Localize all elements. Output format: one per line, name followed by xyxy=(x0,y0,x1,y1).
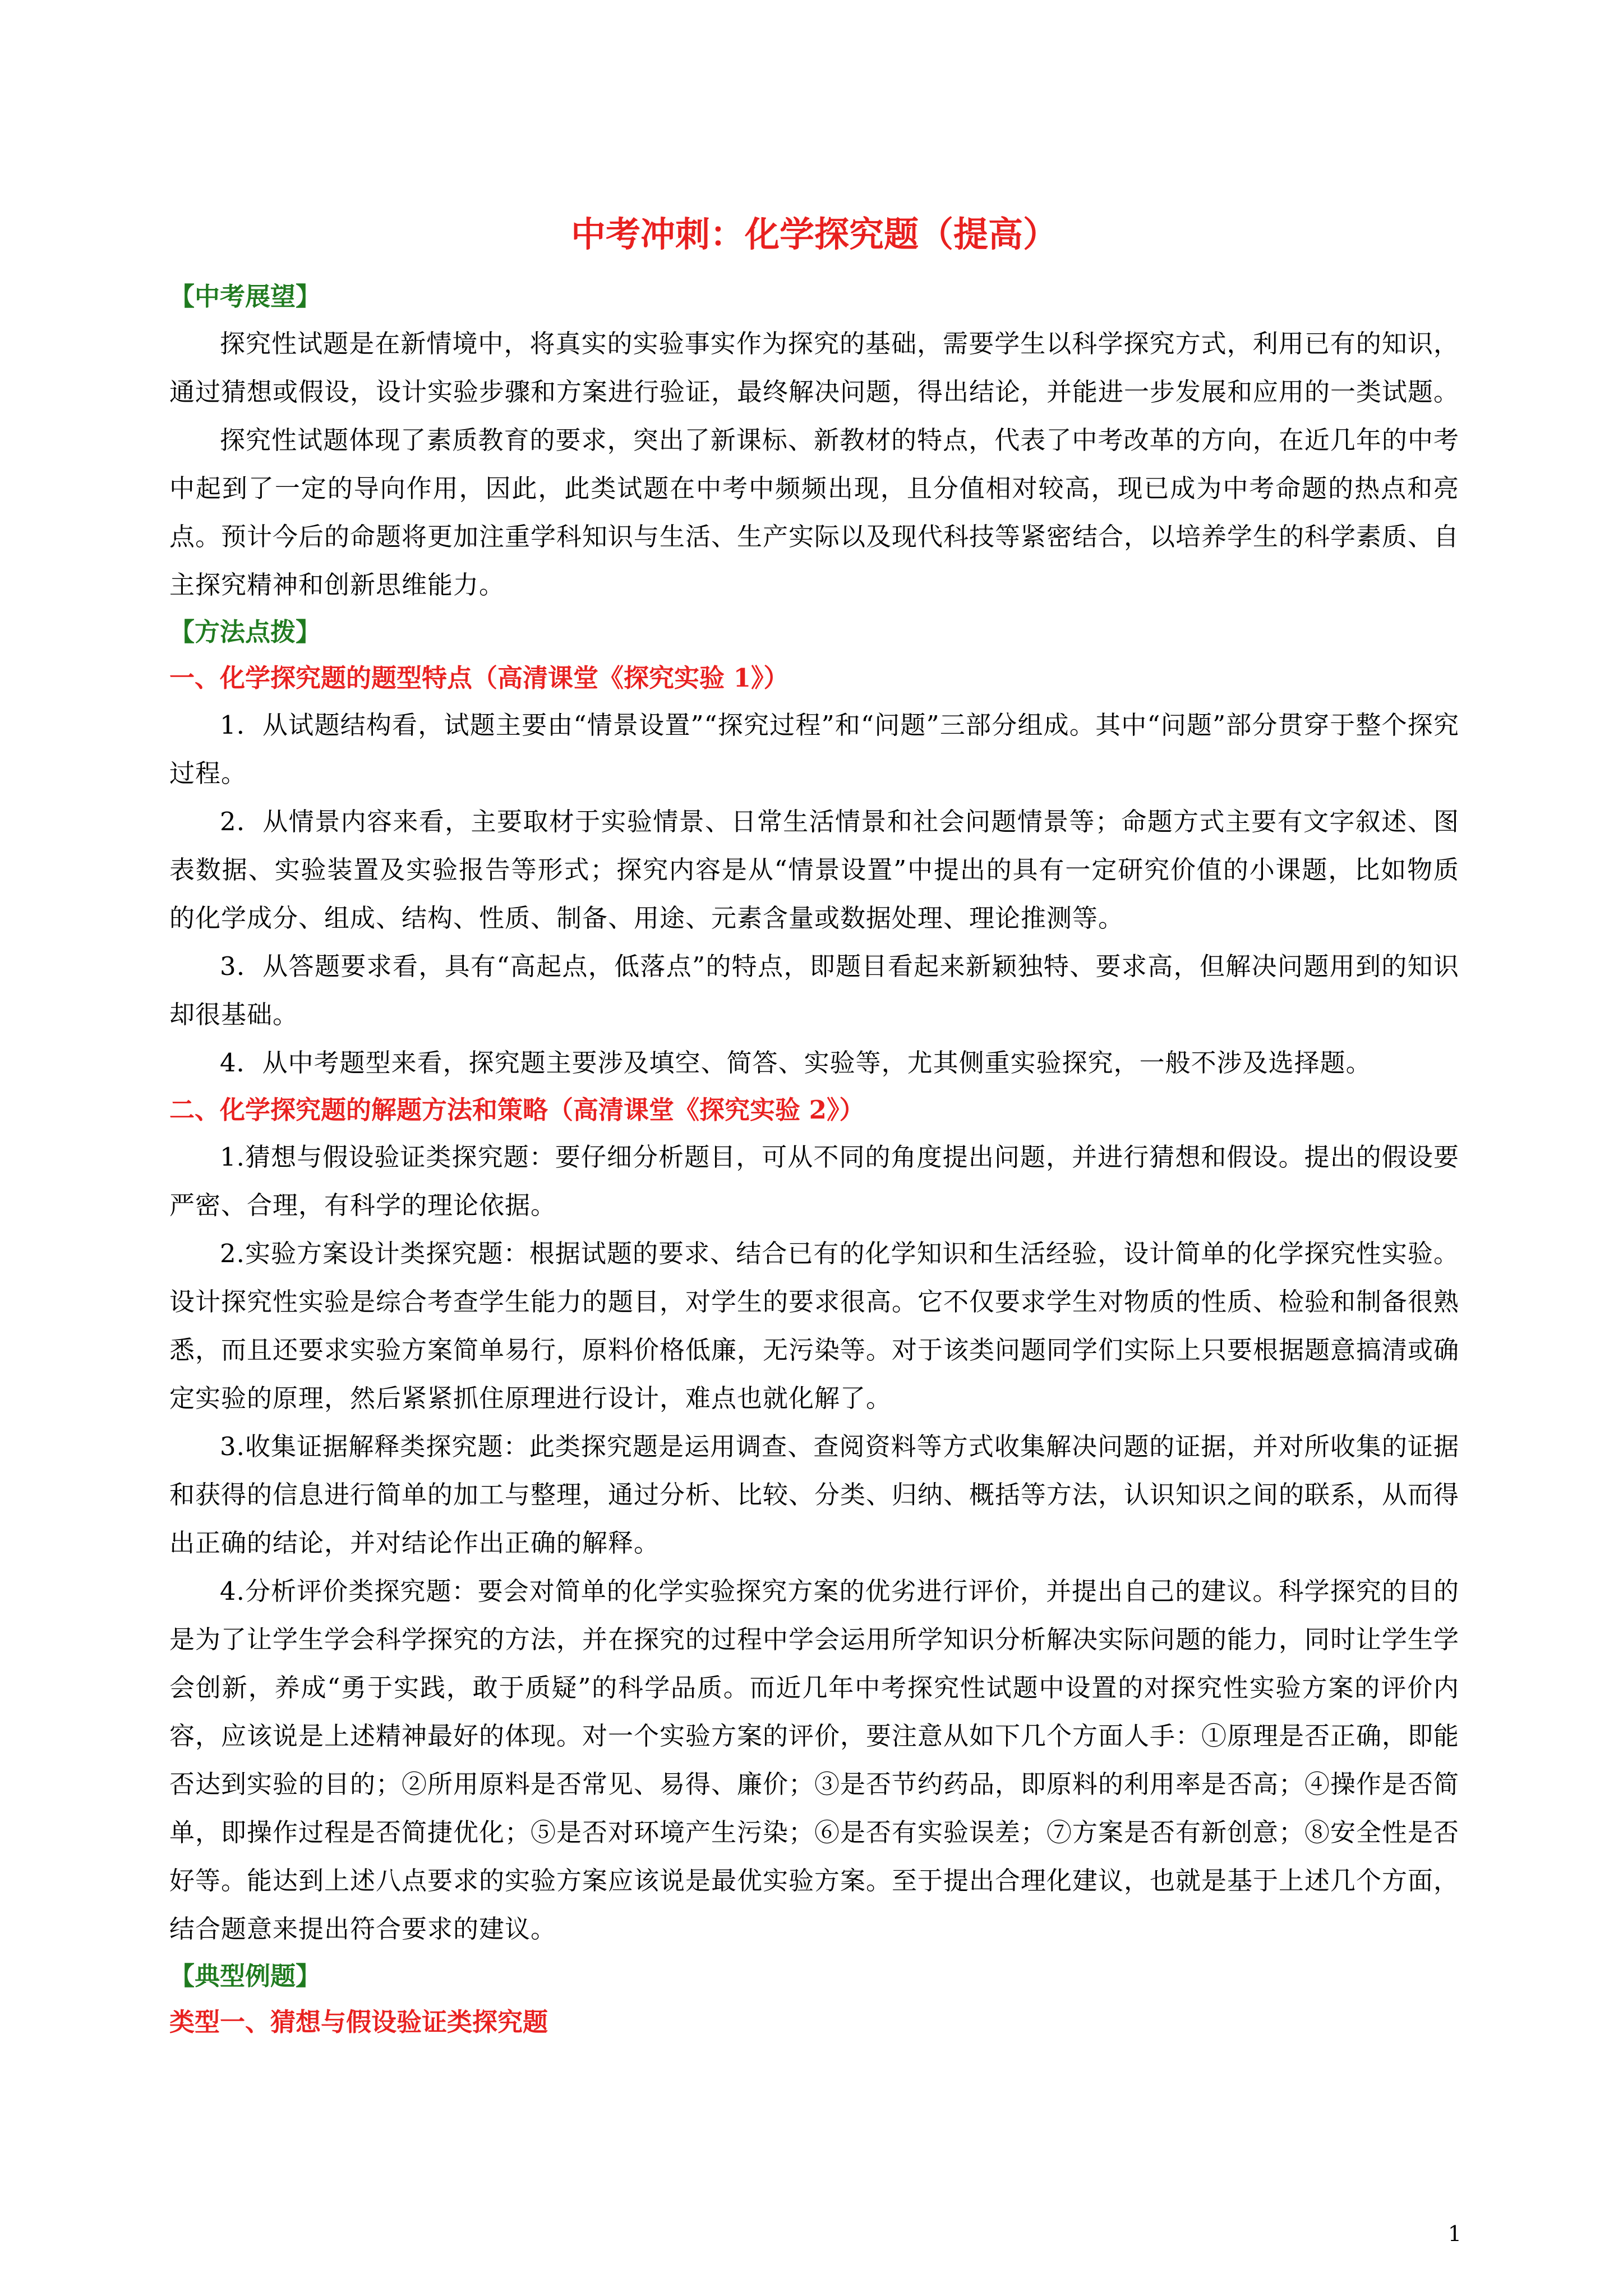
paragraph: 1．从试题结构看，试题主要由“情景设置”“探究过程”和“问题”三部分组成。其中“问题”部分贯穿于整个探究过程。 xyxy=(169,710,1459,788)
document-content xyxy=(169,206,1459,2045)
heading-method: 【方法点拨】 xyxy=(169,617,321,647)
paragraph: 4.分析评价类探究题：要会对简单的化学实验探究方案的优劣进行评价，并提出自己的建议。科学探究的目的是为了让学生学会科学探究的方法，并在探究的过程中学会运用所学知识分析解决实际问题的能力，同时让学生学会创新，养成“勇于实践，敢于质疑”的科学品质。而近几年中考探究性试题中设置的对探究性实验方案的评价内容，应该说是上述精神最好的体现。对一个实验方案的评价，要注意从如下几个方面人手：①原理是否正确，即能否达到实验的目的；②所用原料是否常见、易得、廉价；③是否节约药品，即原料的利用率是否高；④操作是否简单，即操作过程是否简捷优化；⑤是否对环境产生污染；⑥是否有实验误差；⑦方案是否有新创意；⑧安全性是否好等。能达到上述八点要求的实验方案应该说是最优实验方案。至于提出合理化建议，也就是基于上述几个方面，结合题意来提出符合要求的建议。 xyxy=(169,1576,1460,1944)
paragraph: 2．从情景内容来看，主要取材于实验情景、日常生活情景和社会问题情景等；命题方式主要有文字叙述、图表数据、实验装置及实验报告等形式；探究内容是从“情景设置”中提出的具有一定研究价值的小课题，比如物质的化学成分、组成、结构、性质、制备、用途、元素含量或数据处理、理论推测等。 xyxy=(169,807,1459,933)
subheading-type1: 类型一、猜想与假设验证类探究题 xyxy=(169,2007,548,2037)
heading-examples: 【典型例题】 xyxy=(169,1961,321,1991)
page-title: 中考冲刺：化学探究题（提高） xyxy=(570,214,1058,255)
page-number: 1 xyxy=(1447,2221,1461,2246)
paragraph: 探究性试题是在新情境中，将真实的实验事实作为探究的基础，需要学生以科学探究方式，利用已有的知识，通过猜想或假设，设计实验步骤和方案进行验证，最终解决问题，得出结论，并能进一步发展和应用的一类试题。 xyxy=(169,329,1460,407)
paragraph: 探究性试题体现了素质教育的要求，突出了新课标、新教材的特点，代表了中考改革的方向，在近几年的中考中起到了一定的导向作用，因此，此类试题在中考中频频出现，且分值相对较高，现已成为中考命题的热点和亮点。预计今后的命题将更加注重学科知识与生活、生产实际以及现代科技等紧密结合，以培养学生的科学素质、自主探究精神和创新思维能力。 xyxy=(169,425,1460,600)
paragraph: 4．从中考题型来看，探究题主要涉及填空、简答、实验等，尤其侧重实验探究，一般不涉及选择题。 xyxy=(220,1048,1372,1078)
subheading-features: 一、化学探究题的题型特点（高清课堂《探究实验 1》） xyxy=(169,663,789,693)
subheading-strategies: 二、化学探究题的解题方法和策略（高清课堂《探究实验 2》） xyxy=(169,1095,865,1125)
paragraph: 2.实验方案设计类探究题：根据试题的要求、结合已有的化学知识和生活经验，设计简单的化学探究性实验。设计探究性实验是综合考查学生能力的题目，对学生的要求很高。它不仅要求学生对物质的性质、检验和制备很熟悉，而且还要求实验方案简单易行，原料价格低廉，无污染等。对于该类问题同学们实际上只要根据题意搞清或确定实验的原理，然后紧紧抓住原理进行设计，难点也就化解了。 xyxy=(169,1239,1460,1413)
paragraph: 3．从答题要求看，具有“高起点，低落点”的特点，即题目看起来新颖独特、要求高，但解决问题用到的知识却很基础。 xyxy=(169,951,1459,1029)
heading-outlook: 【中考展望】 xyxy=(169,282,321,311)
paragraph: 1.猜想与假设验证类探究题：要仔细分析题目，可从不同的角度提出问题，并进行猜想和假设。提出的假设要严密、合理，有科学的理论依据。 xyxy=(169,1142,1459,1220)
paragraph: 3.收集证据解释类探究题：此类探究题是运用调查、查阅资料等方式收集解决问题的证据，并对所收集的证据和获得的信息进行简单的加工与整理，通过分析、比较、分类、归纳、概括等方法，认识知识之间的联系，从而得出正确的结论，并对结论作出正确的解释。 xyxy=(169,1432,1460,1558)
